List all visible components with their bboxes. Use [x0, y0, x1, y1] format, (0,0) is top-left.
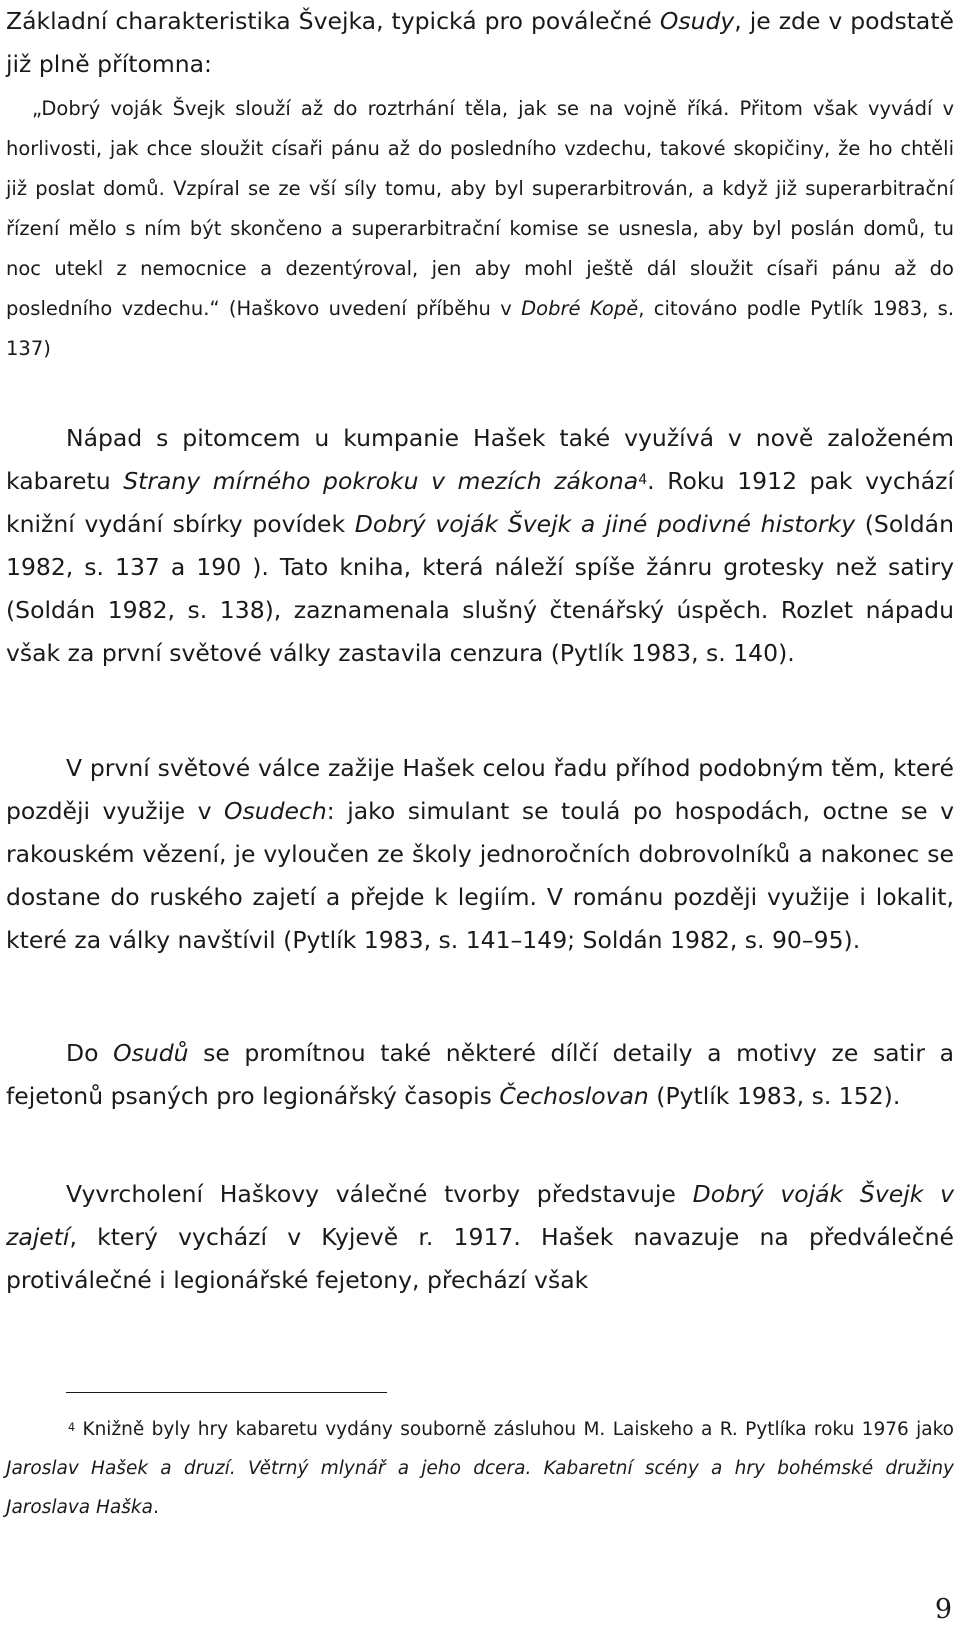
page-number: 9 — [934, 1594, 952, 1625]
text: se promítnou také některé dílčí detaily a motivy ze satir a fejetonů psaných pro legionářský časopis — [6, 1039, 954, 1110]
text: V první světové válce zažije Hašek celou řadu příhod podobným těm, které později využije v — [6, 754, 954, 825]
text: , citováno podle Pytlík 1983, s. 137) — [6, 297, 955, 360]
text: , který vychází v Kyjevě r. 1917. Hašek navazuje na předválečné protiválečné i legionářské fejetony, přechází však — [6, 1223, 954, 1294]
text: Vyvrcholení Haškovy válečné tvorby představuje — [66, 1180, 693, 1208]
footnote — [6, 1410, 954, 1527]
text: (Pytlík 1983, s. 152). — [648, 1082, 901, 1110]
paragraph-intro — [6, 0, 954, 86]
italic-title: Osudů — [113, 1039, 189, 1067]
text: Knižně byly hry kabaretu vydány souborně zásluhou M. Laiskeho a R. Pytlíka roku 1976 jako — [75, 1419, 954, 1440]
paragraph-captivity — [6, 1173, 954, 1302]
text: Základní charakteristika Švejka, typická pro poválečné — [6, 7, 660, 35]
italic-title: Strany mírného pokroku v mezích zákona — [123, 467, 639, 495]
paragraph-war — [6, 747, 954, 962]
paragraph-satires — [6, 1032, 954, 1118]
italic-title: Jaroslav Hašek a druzí. Větrný mlynář a jeho dcera. Kabaretní scény a hry bohémské družiny Jaroslava Haška — [6, 1458, 954, 1518]
paragraph-kabaret — [6, 417, 954, 675]
text: „Dobrý voják Švejk slouží až do roztrhání těla, jak se na vojně říká. Přitom však vyvádí v horlivosti, jak chce sloužit císaři pánu až do posledního vzdechu, takové skopičiny, že ho chtěli již poslat domů. Vzpíral se ze vší síly tomu, aby byl superarbitrován, a když již superarbitrační řízení mělo s ním být skončeno a superarbitrační komise se usnesla, aby byl poslán domů, tu noc utekl z nemocnice a dezentýroval, jen aby mohl ještě dál sloužit císaři pánu až do posledního vzdechu.“ (Haškovo uvedení příběhu v — [6, 97, 954, 320]
footnote-number: 4 — [68, 1421, 76, 1435]
italic-title: Osudech — [223, 797, 327, 825]
italic-title: Čechoslovan — [499, 1082, 649, 1110]
text: Nápad s pitomcem u kumpanie Hašek také využívá v nově založeném kabaretu — [6, 424, 954, 495]
italic-title: Dobrý voják Švejk a jiné podivné historky — [354, 510, 856, 538]
text: (Soldán 1982, s. 137 a 190 ). Tato kniha, která náleží spíše žánru grotesky než satiry (Soldán 1982, s. 138), zaznamenala slušný čtenářský úspěch. Rozlet nápadu však za první světové války zastavila cenzura (Pytlík 1983, s. 140). — [6, 510, 954, 667]
italic-title: Dobrý voják Švejk v zajetí — [6, 1180, 954, 1251]
footnote-reference: 4 — [638, 472, 648, 489]
text: . — [152, 1497, 159, 1518]
italic-title: Dobré Kopě — [521, 297, 639, 320]
text: : jako simulant se toulá po hospodách, octne se v rakouském vězení, je vyloučen ze školy jednoročních dobrovolníků a nakonec se dostane do ruského zajetí a přejde k legiím. V románu později využije i lokalit, které za války navštívil (Pytlík 1983, s. 141–149; Soldán 1982, s. 90–95). — [6, 797, 954, 954]
italic-title: Osudy — [659, 7, 735, 35]
text: . Roku 1912 pak vychází knižní vydání sbírky povídek — [6, 467, 954, 538]
footnote-separator — [66, 1392, 387, 1393]
text: Do — [66, 1039, 114, 1067]
block-quote — [6, 89, 954, 369]
text: , je zde v podstatě již plně přítomna: — [6, 7, 955, 78]
